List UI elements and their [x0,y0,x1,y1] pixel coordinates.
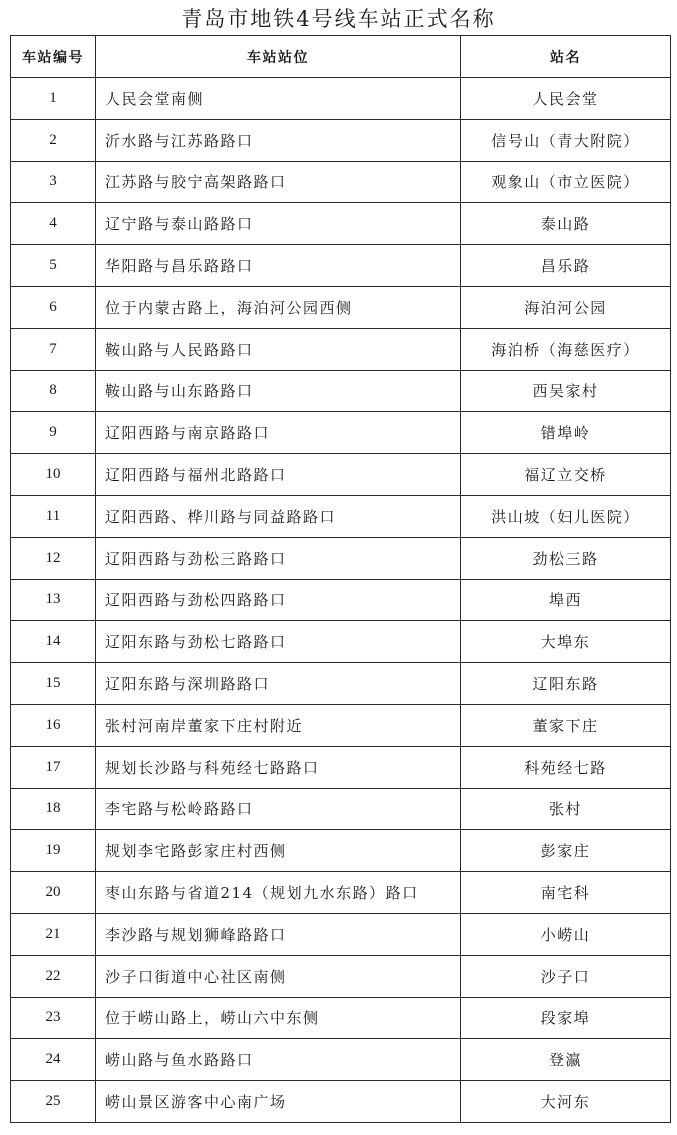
table-row [11,454,671,496]
station-number-cell: 20 [11,872,96,914]
station-number-cell: 6 [11,286,96,328]
station-number-cell: 3 [11,161,96,203]
station-table [10,35,671,1123]
station-position-cell: 李沙路与规划狮峰路路口 [96,913,461,955]
table-row [11,621,671,663]
station-name-cell: 埠西 [461,579,671,621]
station-position-cell: 崂山路与鱼水路路口 [96,1039,461,1081]
station-name-cell: 西吴家村 [461,370,671,412]
station-name-cell: 昌乐路 [461,245,671,287]
station-name-cell: 观象山（市立医院） [461,161,671,203]
station-position-cell: 李宅路与松岭路路口 [96,788,461,830]
station-position-cell: 沂水路与江苏路路口 [96,119,461,161]
table-row [11,119,671,161]
station-name-cell: 小崂山 [461,913,671,955]
station-number-cell: 25 [11,1081,96,1123]
header-station-position: 车站站位 [96,36,461,78]
station-position-cell: 崂山景区游客中心南广场 [96,1081,461,1123]
table-row [11,78,671,120]
table-row [11,370,671,412]
station-number-cell: 10 [11,454,96,496]
station-position-cell: 华阳路与昌乐路路口 [96,245,461,287]
table-row [11,161,671,203]
station-name-cell: 福辽立交桥 [461,454,671,496]
station-name-cell: 段家埠 [461,997,671,1039]
station-number-cell: 21 [11,913,96,955]
header-station-name: 站名 [461,36,671,78]
table-row [11,203,671,245]
station-position-cell: 枣山东路与省道214（规划九水东路）路口 [96,872,461,914]
table-row [11,495,671,537]
header-station-number: 车站编号 [11,36,96,78]
station-name-cell: 科苑经七路 [461,746,671,788]
station-position-cell: 辽阳西路与福州北路路口 [96,454,461,496]
station-name-cell: 错埠岭 [461,412,671,454]
station-position-cell: 位于崂山路上，崂山六中东侧 [96,997,461,1039]
table-row [11,286,671,328]
table-row [11,955,671,997]
station-number-cell: 5 [11,245,96,287]
station-number-cell: 15 [11,663,96,705]
table-row [11,537,671,579]
station-position-cell: 人民会堂南侧 [96,78,461,120]
table-row [11,704,671,746]
table-row [11,1039,671,1081]
station-position-cell: 沙子口街道中心社区南侧 [96,955,461,997]
station-number-cell: 17 [11,746,96,788]
station-position-cell: 辽阳东路与深圳路路口 [96,663,461,705]
station-name-cell: 张村 [461,788,671,830]
table-row [11,412,671,454]
station-name-cell: 辽阳东路 [461,663,671,705]
station-number-cell: 8 [11,370,96,412]
station-number-cell: 4 [11,203,96,245]
station-position-cell: 辽宁路与泰山路路口 [96,203,461,245]
table-row [11,245,671,287]
station-position-cell: 规划李宅路彭家庄村西侧 [96,830,461,872]
table-row [11,872,671,914]
station-number-cell: 19 [11,830,96,872]
table-row [11,913,671,955]
station-position-cell: 辽阳西路与劲松三路路口 [96,537,461,579]
station-number-cell: 22 [11,955,96,997]
station-position-cell: 鞍山路与山东路路口 [96,370,461,412]
table-row [11,997,671,1039]
station-number-cell: 23 [11,997,96,1039]
table-header-row [11,36,671,78]
station-number-cell: 13 [11,579,96,621]
station-name-cell: 泰山路 [461,203,671,245]
station-name-cell: 董家下庄 [461,704,671,746]
station-name-cell: 洪山坡（妇儿医院） [461,495,671,537]
table-row [11,1081,671,1123]
station-number-cell: 7 [11,328,96,370]
table-body [11,78,671,1123]
table-row [11,328,671,370]
station-position-cell: 辽阳西路、桦川路与同益路路口 [96,495,461,537]
station-number-cell: 12 [11,537,96,579]
station-name-cell: 信号山（青大附院） [461,119,671,161]
station-position-cell: 位于内蒙古路上，海泊河公园西侧 [96,286,461,328]
station-position-cell: 辽阳西路与南京路路口 [96,412,461,454]
station-name-cell: 海泊桥（海慈医疗） [461,328,671,370]
station-position-cell: 鞍山路与人民路路口 [96,328,461,370]
station-number-cell: 16 [11,704,96,746]
table-row [11,663,671,705]
station-name-cell: 彭家庄 [461,830,671,872]
table-row [11,788,671,830]
station-name-cell: 大河东 [461,1081,671,1123]
table-row [11,830,671,872]
station-number-cell: 24 [11,1039,96,1081]
station-position-cell: 规划长沙路与科苑经七路路口 [96,746,461,788]
station-position-cell: 江苏路与胶宁高架路路口 [96,161,461,203]
table-row [11,746,671,788]
station-position-cell: 张村河南岸董家下庄村附近 [96,704,461,746]
station-name-cell: 大埠东 [461,621,671,663]
station-name-cell: 沙子口 [461,955,671,997]
station-number-cell: 1 [11,78,96,120]
station-name-cell: 海泊河公园 [461,286,671,328]
station-number-cell: 9 [11,412,96,454]
station-name-cell: 南宅科 [461,872,671,914]
station-number-cell: 2 [11,119,96,161]
station-name-cell: 登瀛 [461,1039,671,1081]
table-row [11,579,671,621]
page-title: 青岛市地铁4号线车站正式名称 [181,7,496,31]
station-number-cell: 11 [11,495,96,537]
station-number-cell: 14 [11,621,96,663]
station-name-cell: 人民会堂 [461,78,671,120]
station-position-cell: 辽阳东路与劲松七路路口 [96,621,461,663]
station-number-cell: 18 [11,788,96,830]
station-position-cell: 辽阳西路与劲松四路路口 [96,579,461,621]
station-name-cell: 劲松三路 [461,537,671,579]
